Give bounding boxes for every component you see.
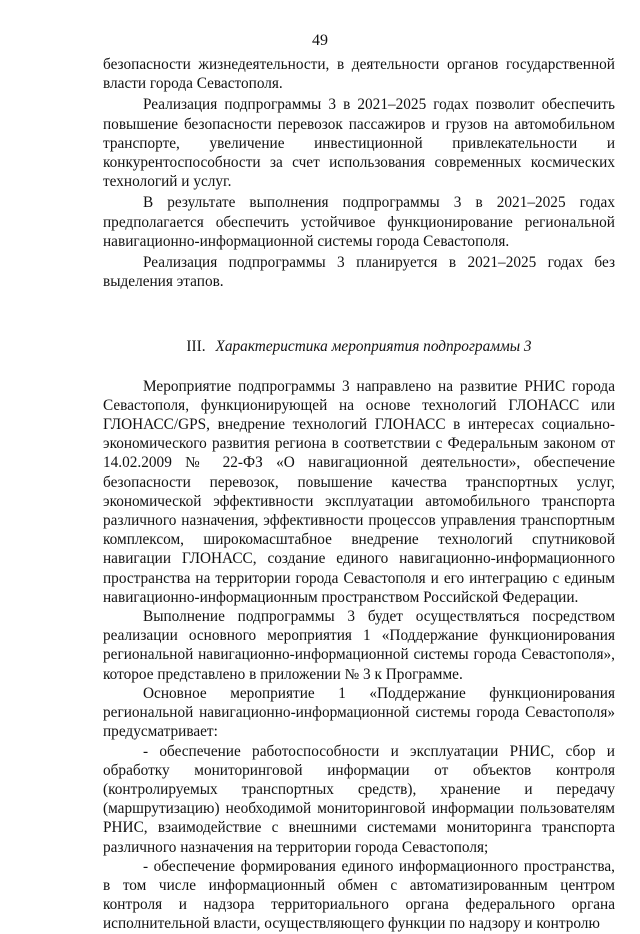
paragraph: Мероприятие подпрограммы 3 направлено на развитие РНИС города Севастополя, функционирующей на основе технологий ГЛОНАСС или ГЛОНАСС/GPS, внедрение технологий ГЛОНАСС в интересах социально-экономического развития региона в соответствии с Федеральным законом от 14.02.2009 № 22-ФЗ «О навигационной деятельности», обеспечение безопасности перевозок, повышение качества транспортных услуг, экономической эффективности эксплуатации автомобильного транспорта различного назначения, эффективности процессов управления транспортным комплексом, широкомасштабное внедрение технологий спутниковой навигации ГЛОНАСС, создание единого навигационно-информационного пространства на территории города Севастополя и его интеграцию с единым навигационно-информационным пространством Российской Федерации. bbox=[103, 377, 615, 606]
section-number: III. bbox=[186, 338, 206, 356]
page-number: 49 bbox=[312, 32, 328, 49]
section-heading bbox=[103, 337, 615, 356]
list-item: - обеспечение работоспособности и эксплуатации РНИС, сбор и обработку мониторинговой информации от объектов контроля (контролируемых транспортных средств), хранение и передачу (маршрутизацию) необходимой мониторинговой информации пользователям РНИС, взаимодействие с внешними системами мониторинга транспорта различного назначения на территории города Севастополя; bbox=[103, 742, 615, 856]
paragraph: Выполнение подпрограммы 3 будет осуществляться посредством реализации основного мероприятия 1 «Поддержание функционирования региональной навигационно-информационной системы города Севастополя», которое представлено в приложении № 3 к Программе. bbox=[103, 608, 615, 683]
list-item: - обеспечение формирования единого информационного пространства, в том числе информационный обмен с автоматизированным центром контроля и надзора территориального органа федерального органа исполнительной власти, осуществляющего функции по надзору и контролю bbox=[103, 857, 615, 933]
paragraph: Реализация подпрограммы 3 в 2021–2025 годах позволит обеспечить повышение безопасности перевозок пассажиров и грузов на автомобильном транспорте, увеличение инвестиционной привлекательности и конкурентоспособности за счет использования современных космических технологий и услуг. bbox=[103, 96, 615, 191]
paragraph: Основное мероприятие 1 «Поддержание функционирования региональной навигационно-информационной системы города Севастополя» предусматривает: bbox=[103, 684, 615, 741]
paragraph: безопасности жизнедеятельности, в деятельности органов государственной власти города Севастополя. bbox=[103, 56, 615, 93]
paragraph: Реализация подпрограммы 3 планируется в 2021–2025 годах без выделения этапов. bbox=[103, 254, 615, 291]
section-title: Характеристика мероприятия подпрограммы 3 bbox=[215, 338, 532, 356]
paragraph: В результате выполнения подпрограммы 3 в 2021–2025 годах предполагается обеспечить устойчивое функционирование региональной навигационно-информационной системы города Севастополя. bbox=[103, 194, 615, 250]
document-body bbox=[103, 55, 615, 934]
